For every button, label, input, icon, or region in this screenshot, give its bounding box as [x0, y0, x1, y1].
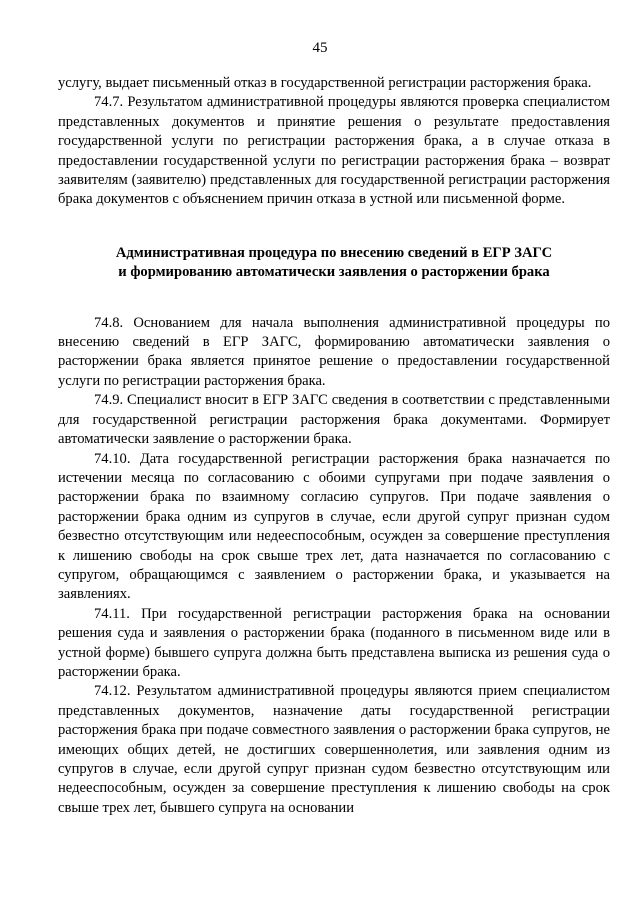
paragraph-74-10: 74.10. Дата государственной регистрации расторжения брака назначается по истечении месяца по согласованию с обоими супругами при подаче заявления о расторжении брака по взаимному согласию супругов. При подаче заявления о расторжении брака одним из супругов в случае, если другой супруг признан судом безвестно отсутствующим или недееспособным, осужден за совершение преступления к лишению свободы на срок свыше трех лет, дата назначается по согласованию с супругом, обращающимся с заявлением о расторжении брака, и указывается на заявлениях.	[58, 450, 610, 603]
paragraph-74-12: 74.12. Результатом административной процедуры являются прием специалистом представленных документов, назначение даты государственной регистрации расторжения брака при подаче совместного заявления о расторжении брака супругов, не имеющих общих детей, не достигших совершеннолетия, или заявления одним из супругов в случае, если другой супруг признан судом безвестно отсутствующим или недееспособным, осужден за совершение преступления к лишению свободы на срок свыше трех лет, бывшего супруга на основании	[58, 683, 610, 816]
section-heading-line-1: Административная процедура по внесению сведений в ЕГР ЗАГС	[115, 244, 553, 261]
paragraph-74-7: 74.7. Результатом административной процедуры являются проверка специалистом представленных документов и принятие решения о результате предоставления государственной услуги по регистрации расторжения брака, а в случае отказа в предоставлении государственной услуги по регистрации расторжения брака – возврат заявителям (заявителю) представленных для государственной регистрации расторжения брака документов с объяснением причин отказа в устной или письменной форме.	[58, 94, 610, 208]
section-heading-line-2: и формированию автоматически заявления о расторжении брака	[118, 264, 550, 281]
paragraph-continuation: услугу, выдает письменный отказ в государственной регистрации расторжения брака.	[58, 75, 592, 91]
page-number: 45	[312, 40, 328, 56]
paragraph-74-8: 74.8. Основанием для начала выполнения административной процедуры по внесению сведений в ЕГР ЗАГС, формированию автоматически заявления о расторжении брака является принятое решение о предоставлении государственной услуги по регистрации расторжения брака.	[58, 314, 610, 389]
paragraph-74-11: 74.11. При государственной регистрации расторжения брака на основании решения суда и заявления о расторжении брака (поданного в письменном виде или в устной форме) бывшего супруга должна быть представлена выписка из решения суда о расторжении брака.	[58, 605, 610, 680]
paragraph-74-9: 74.9. Специалист вносит в ЕГР ЗАГС сведения в соответствии с представленными для государственной регистрации расторжения брака документами. Формирует автоматически заявление о расторжении брака.	[58, 392, 610, 448]
section-heading	[58, 244, 610, 283]
document-body	[58, 74, 610, 818]
